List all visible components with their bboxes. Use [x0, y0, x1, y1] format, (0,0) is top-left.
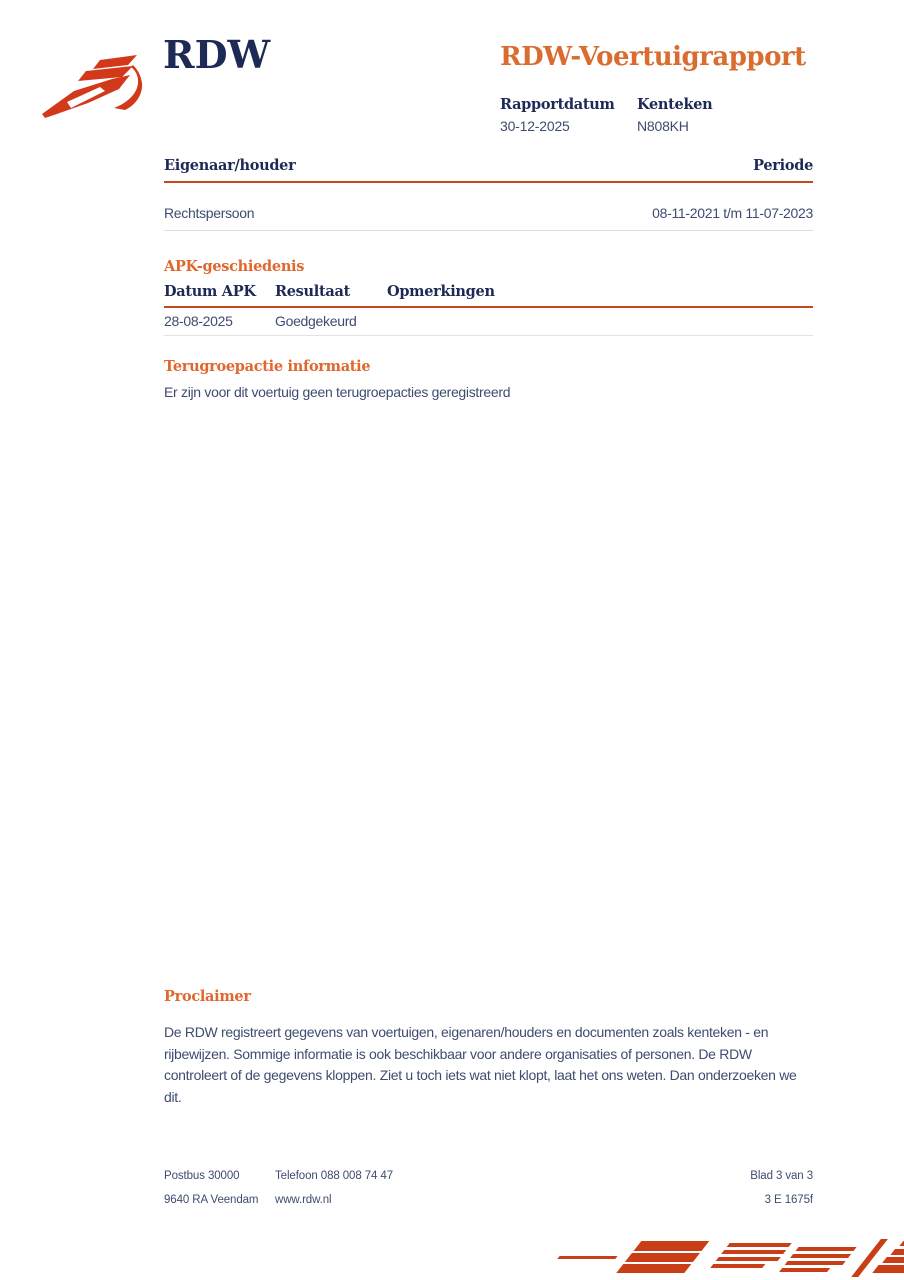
apk-column-resultaat: Resultaat	[275, 283, 350, 300]
footer-row-2	[164, 1194, 813, 1206]
footer-form-code: 3 E 1675f	[764, 1194, 813, 1206]
report-date-label: Rapportdatum	[500, 96, 615, 113]
apk-resultaat-value: Goedgekeurd	[275, 313, 357, 329]
owner-row	[164, 205, 813, 231]
footer-address-line1: Postbus 30000	[164, 1170, 240, 1182]
apk-history-section	[164, 258, 813, 336]
apk-datum-value: 28-08-2025	[164, 313, 233, 329]
page-footer	[164, 1170, 813, 1218]
report-date-value: 30-12-2025	[500, 118, 570, 134]
proclaimer-heading: Proclaimer	[164, 988, 251, 1005]
footer-page-number: Blad 3 van 3	[750, 1170, 813, 1182]
report-meta	[500, 96, 820, 134]
owner-type-value: Rechtspersoon	[164, 205, 255, 221]
license-plate-label: Kenteken	[637, 96, 713, 113]
apk-section-heading: APK-geschiedenis	[164, 258, 305, 275]
apk-column-opmerkingen: Opmerkingen	[387, 283, 495, 300]
apk-opmerkingen-value	[387, 313, 813, 329]
page-title: RDW-Voertuigrapport	[500, 42, 806, 72]
owner-heading: Eigenaar/houder	[164, 157, 296, 174]
rdw-stripes-decoration-icon	[520, 1235, 904, 1280]
report-header	[500, 42, 820, 134]
rdw-flag-icon	[38, 54, 150, 120]
footer-phone: Telefoon 088 008 74 47	[275, 1170, 394, 1182]
recall-section	[164, 358, 813, 400]
license-plate-value: N808KH	[637, 118, 689, 134]
recall-section-body: Er zijn voor dit voertuig geen terugroepacties geregistreerd	[164, 384, 511, 400]
footer-website: www.rdw.nl	[275, 1194, 332, 1206]
period-heading: Periode	[753, 157, 813, 174]
period-value: 08-11-2021 t/m 11-07-2023	[652, 205, 813, 221]
license-plate-block	[637, 96, 712, 134]
apk-table-row	[164, 308, 813, 336]
owner-section-header	[164, 157, 813, 183]
rdw-logo-text: RDW	[163, 32, 271, 77]
apk-column-datum: Datum APK	[164, 283, 256, 300]
footer-address-line2: 9640 RA Veendam	[164, 1194, 259, 1206]
owner-section	[164, 157, 813, 231]
proclaimer-section	[164, 988, 813, 1108]
apk-table-header	[164, 283, 813, 308]
footer-row-1	[164, 1170, 813, 1182]
recall-section-heading: Terugroepactie informatie	[164, 358, 371, 375]
report-date-block	[500, 96, 637, 134]
proclaimer-body: De RDW registreert gegevens van voertuigen, eigenaren/houders en documenten zoals kenteken - en rijbewijzen. Sommige informatie is ook beschikbaar voor andere organisaties of personen. De RDW controleert of de gegevens kloppen. Ziet u toch iets wat niet klopt, laat het ons weten. Dan onderzoeken we dit.	[164, 1024, 797, 1105]
